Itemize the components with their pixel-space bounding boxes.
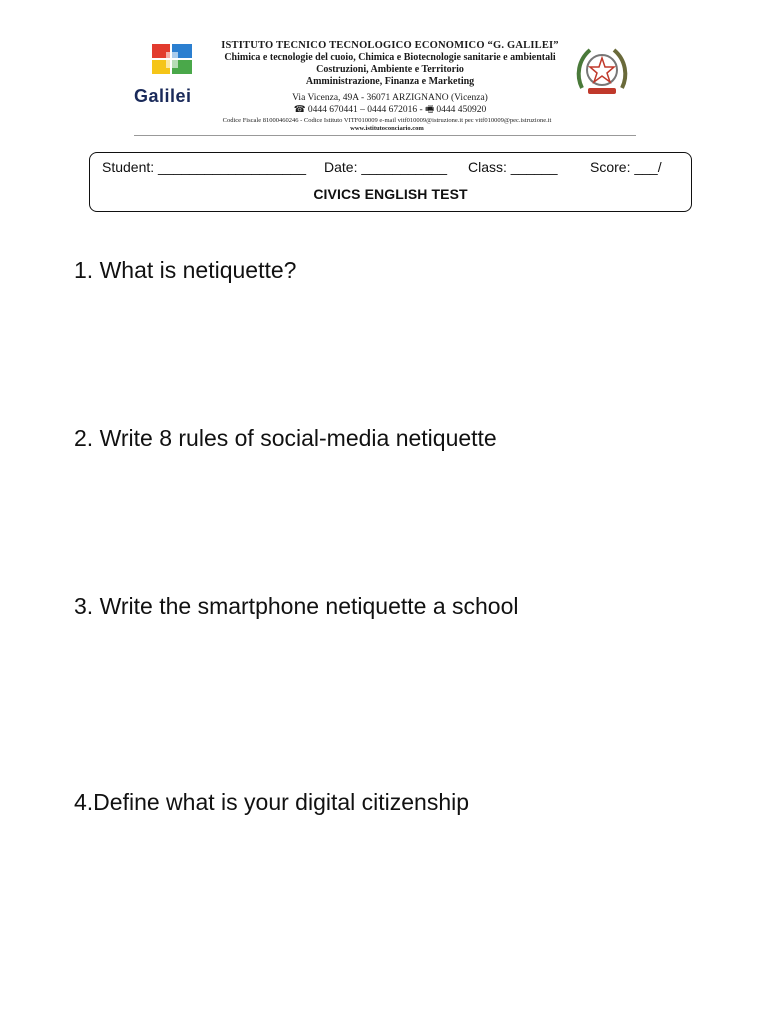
date-field: Date: ___________ xyxy=(324,159,447,175)
school-name: ISTITUTO TECNICO TECNOLOGICO ECONOMICO “G. GALILEI” xyxy=(221,40,559,51)
question-1: 1. What is netiquette? xyxy=(74,257,297,283)
letterhead xyxy=(132,36,640,140)
school-info xyxy=(210,40,570,116)
question-2: 2. Write 8 rules of social-media netiquette xyxy=(74,425,497,451)
test-title: CIVICS ENGLISH TEST xyxy=(313,186,468,202)
student-info-box xyxy=(89,152,692,212)
score-field: Score: ___/ xyxy=(590,159,662,175)
letterhead-divider xyxy=(134,135,636,136)
brand-name: Galilei xyxy=(134,86,192,106)
school-course-1: Chimica e tecnologie del cuoio, Chimica e Biotecnologie sanitarie e ambientali xyxy=(224,52,556,63)
school-phone: ☎ 0444 670441 – 0444 672016 - 🖷 0444 450920 xyxy=(293,105,487,115)
republic-emblem-icon xyxy=(572,42,632,102)
school-course-2: Costruzioni, Ambiente e Territorio xyxy=(316,64,464,75)
question-4: 4.Define what is your digital citizenship xyxy=(74,789,470,815)
school-course-3: Amministrazione, Finanza e Marketing xyxy=(305,76,475,87)
school-codes: Codice Fiscale 81000460246 - Codice Istituto VITF010009 e-mail vitf010009@istruzione.it pec vitf010009@pec.istruzione.it xyxy=(222,117,552,124)
question-3: 3. Write the smartphone netiquette a school xyxy=(74,593,519,619)
student-field: Student: ___________________ xyxy=(102,159,306,175)
school-address: Via Vicenza, 49A - 36071 ARZIGNANO (Vicenza) xyxy=(292,93,488,103)
class-field: Class: ______ xyxy=(468,159,558,175)
school-website: www.istitutoconciario.com xyxy=(350,125,424,132)
